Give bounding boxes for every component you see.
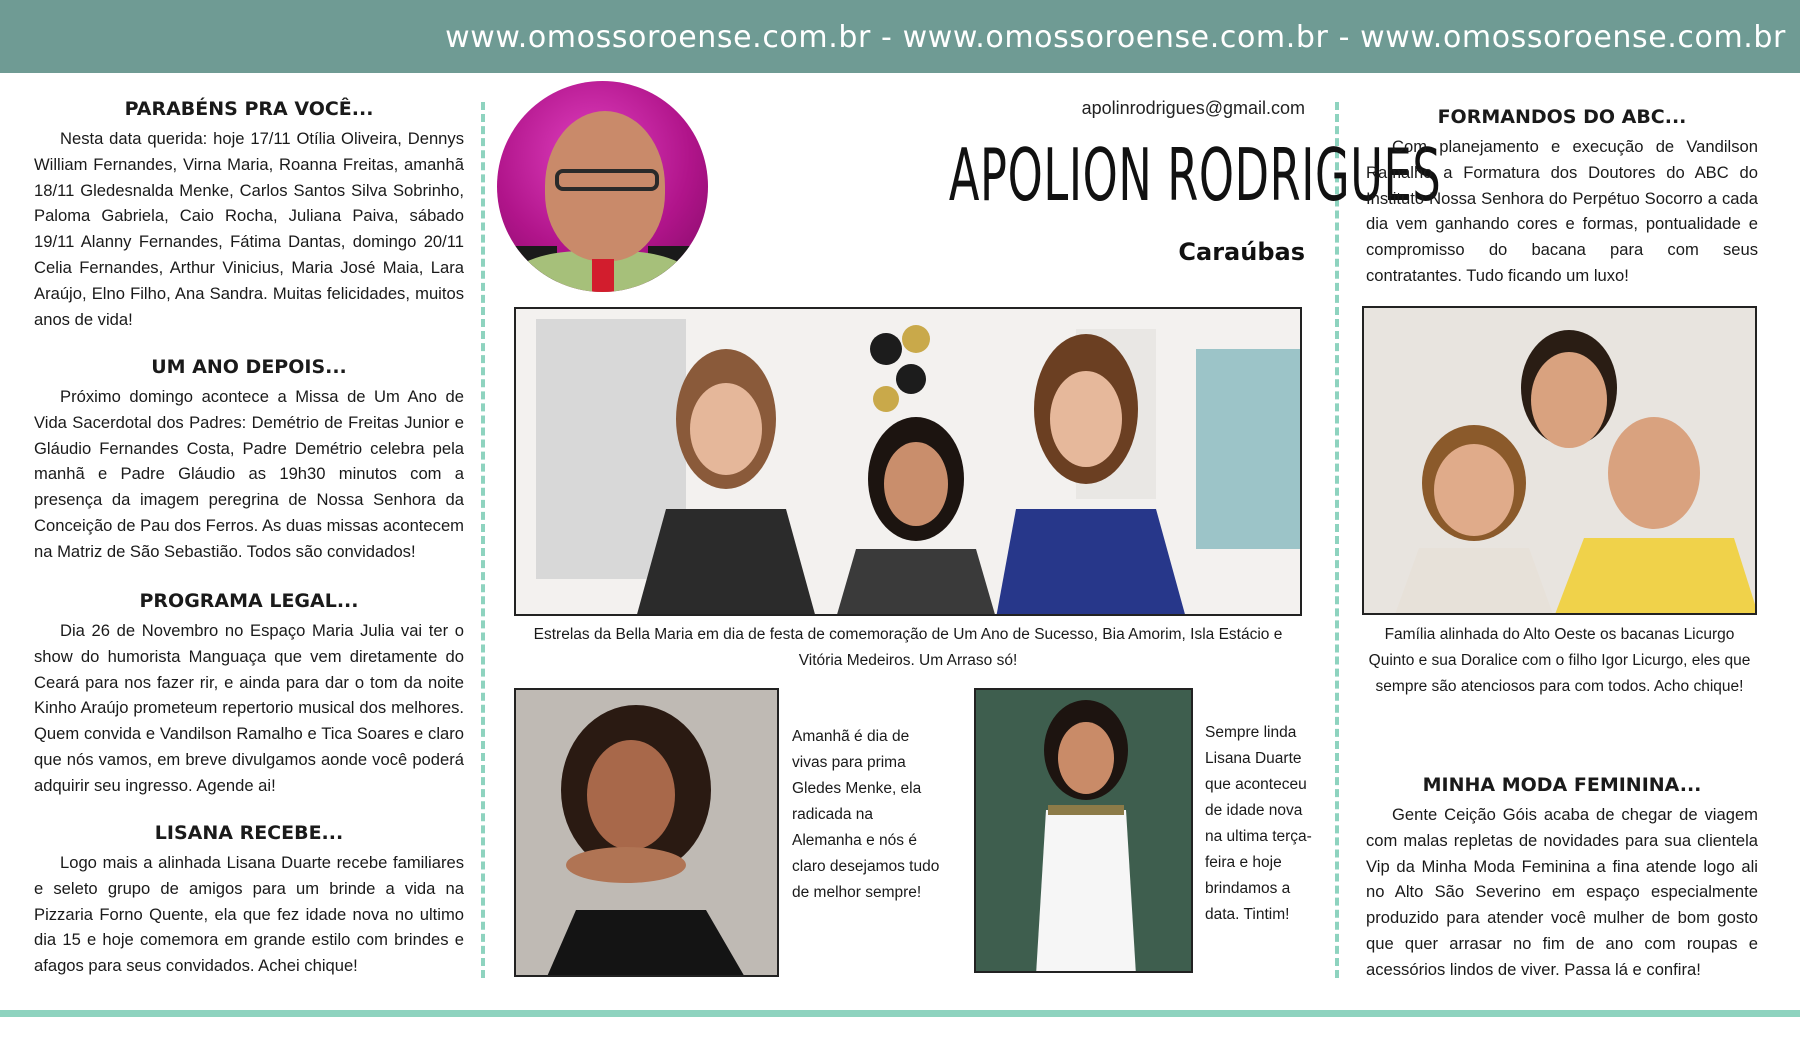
gledes-caption: Amanhã é dia de vivas para prima Gledes Menke, ela radicada na Alemanha e nós é claro desejamos tudo de melhor sempre! (792, 728, 940, 901)
section-title: MINHA MODA FEMININA... (1422, 774, 1702, 796)
author-avatar (497, 81, 708, 292)
section-title: UM ANO DEPOIS... (151, 356, 347, 378)
column-divider-left (481, 102, 485, 978)
section-lisana-recebe (34, 822, 464, 979)
banner-url-text[interactable]: www.omossoroense.com.br - www.omossoroense.com.br - www.omossoroense.com.br (445, 20, 1786, 55)
author-name: APOLION RODRIGUES (948, 133, 1442, 217)
section-programa-legal (34, 590, 464, 799)
section-body: Dia 26 de Novembro no Espaço Maria Julia vai ter o show do humorista Manguaça que vem diretamente do Ceará para nos fazer rir, e ainda para dar o tom da noite Kinho Araújo prometeum repertorio musical dos melhores. Quem convida e Vandilson Ramalho e Tica Soares e claro que nós vamos, em breve divulgamos aonde você poderá adquirir seu ingresso. Agende ai! (34, 621, 464, 795)
section-body: Logo mais a alinhada Lisana Duarte recebe familiares e seleto grupo de amigos para um brinde a vida na Pizzaria Forno Quente, ela que fez idade nova no ultimo dia 15 e hoje comemora em grande estilo com brindes e afagos para seus convidados. Achei chique! (34, 853, 464, 976)
section-title: FORMANDOS DO ABC... (1437, 106, 1687, 128)
column-city: Caraúbas (1178, 238, 1305, 266)
familia-caption: Família alinhada do Alto Oeste os bacanas Licurgo Quinto e sua Doralice com o filho Igor Licurgo, eles que sempre são atenciosos para com todos. Acho chique! (1368, 626, 1751, 695)
section-um-ano-depois (34, 356, 464, 565)
section-title: PROGRAMA LEGAL... (139, 590, 359, 612)
photo-illustration (516, 690, 779, 977)
section-body: Com planejamento e execução de Vandilson Ramalho a Formatura dos Doutores do ABC do Instituto Nossa Senhora do Perpétuo Socorro a cada dia vem ganhando cores e formas, pontualidade e compromisso do bacana para com seus contratantes. Tudo ficando um luxo! (1366, 137, 1758, 285)
section-body: Nesta data querida: hoje 17/11 Otília Oliveira, Dennys William Fernandes, Virna Maria, Roanna Freitas, amanhã 18/11 Gledesnalda Menke, Carlos Santos Silva Sobrinho, Paloma Gabriela, Caio Rocha, Juliana Paiva, sábado 19/11 Alanny Fernandes, Fátima Dantas, domingo 20/11 Celia Fernandes, Arthur Vinicius, Maria José Maia, Lara Araújo, Elno Filho, Ana Sandra. Muitas felicidades, muitos anos de vida! (34, 129, 464, 329)
right-column-bottom (1366, 774, 1758, 983)
right-column-top (1366, 106, 1758, 289)
photo-lisana-duarte (974, 688, 1193, 973)
lisana-caption: Sempre linda Lisana Duarte que aconteceu de idade nova na ultima terça-feira e hoje brindamos a data. Tintim! (1205, 724, 1312, 923)
section-body: Próximo domingo acontece a Missa de Um Ano de Vida Sacerdotal dos Padres: Demétrio de Freitas Junior e Gláudio Fernandes Costa, Padre Demétrio celebra pela manhã e Padre Gláudio as 19h30 minutos com a presença da imagem peregrina de Nossa Senhora da Conceição de Pau dos Ferros. As duas missas acontecem na Matriz de São Sebastião. Todos são convidados! (34, 387, 464, 561)
section-parabens (34, 98, 464, 332)
section-title: LISANA RECEBE... (154, 822, 344, 844)
photo-gledes-menke (514, 688, 779, 977)
bottom-bar (0, 1010, 1800, 1017)
main-photo-caption: Estrelas da Bella Maria em dia de festa de comemoração de Um Ano de Sucesso, Bia Amorim, Isla Estácio e Vitória Medeiros. Um Arraso só! (533, 626, 1283, 669)
photo-illustration (1364, 308, 1757, 615)
column-divider-right (1335, 102, 1339, 978)
section-title: PARABÉNS PRA VOCÊ... (124, 98, 374, 120)
top-banner (0, 0, 1800, 73)
photo-illustration (516, 309, 1302, 616)
photo-bella-maria (514, 307, 1302, 616)
photo-illustration (976, 690, 1193, 973)
glasses-icon (555, 169, 659, 191)
author-email[interactable]: apolinrodrigues@gmail.com (1081, 98, 1305, 118)
section-body: Gente Ceição Góis acaba de chegar de viagem com malas repletas de novidades para sua clientela Vip da Minha Moda Feminina a fina atende logo ali no Alto São Severino em espaço especialmente produzido para atender você mulher de bom gosto que quer arrasar no fim de ano com roupas e acessórios lindos de viver. Passa lá e confira! (1366, 805, 1758, 979)
photo-familia-licurgo (1362, 306, 1757, 615)
left-column (34, 98, 464, 978)
